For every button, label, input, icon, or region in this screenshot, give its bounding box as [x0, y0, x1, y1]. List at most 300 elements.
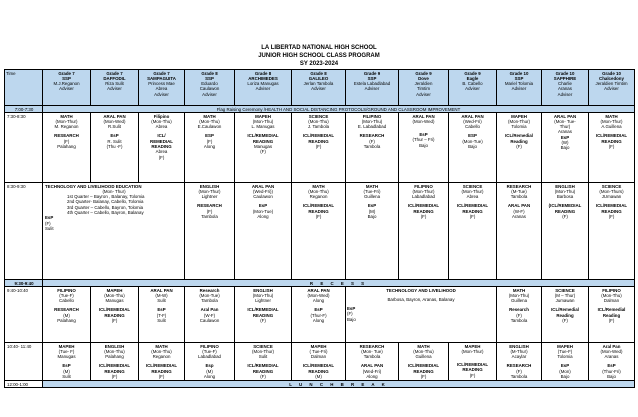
- schedule-cell: [589, 287, 635, 343]
- cell-line: Charlie: [558, 81, 572, 87]
- cell-line: (M): [63, 312, 70, 318]
- cell-line: READING: [252, 312, 274, 318]
- schedule-cell: [399, 183, 449, 280]
- schedule-cell: [91, 287, 139, 343]
- tle-esp: (F): [347, 311, 353, 317]
- cell-line: MAPEH: [557, 343, 573, 349]
- schedule-cell: [185, 113, 235, 183]
- cell-line: MATH: [312, 183, 325, 189]
- cell-line: (F): [420, 373, 427, 379]
- cell-line: (Tue-F): [59, 292, 74, 298]
- tle-esp: (F): [45, 220, 51, 226]
- cell-line: Grade 8: [254, 70, 272, 76]
- cell-line: Dalman: [310, 354, 327, 360]
- cell-line: ICL/REMEDIAL: [407, 203, 440, 209]
- cell-line: READING: [413, 208, 434, 214]
- schedule-cell: [542, 183, 589, 280]
- tle-block-2: [346, 287, 497, 343]
- cell-line: Lightner: [255, 298, 271, 304]
- cell-line: Abrea: [155, 149, 168, 155]
- cell-line: Adviser: [311, 86, 326, 92]
- cell-line: ENGLISH: [555, 183, 575, 189]
- cell-line: (Tue-F): [557, 348, 573, 354]
- cell-line: Aranas: [558, 129, 572, 135]
- cell-line: RESEARCH: [359, 133, 385, 139]
- schedule-cell: [542, 287, 589, 343]
- schedule-cell: [497, 183, 542, 280]
- cell-line: READING: [104, 368, 125, 374]
- cell-line: SCIENCE: [308, 113, 329, 119]
- school-title: LA LIBERTAD NATIONAL HIGH SCHOOL: [261, 45, 377, 51]
- cell-line: ARAL PAN: [360, 363, 384, 369]
- cell-line: Bajo: [419, 142, 428, 148]
- section-header-5: [235, 70, 292, 106]
- cell-line: Along: [257, 213, 269, 219]
- cell-line: ICL/REMEDIAL: [247, 307, 279, 313]
- cell-line: (F): [469, 372, 476, 378]
- cell-line: (Wed-Fri): [463, 118, 482, 124]
- cell-line: READING: [462, 367, 483, 373]
- schedule-cell: [542, 343, 589, 381]
- cell-line: Caulawon: [253, 194, 273, 200]
- cell-line: Palahang: [105, 354, 124, 360]
- schedule-cell: [43, 113, 91, 183]
- cell-line: ICL/REMEDIAL: [407, 363, 440, 369]
- cell-line: (Mon-Thur): [412, 188, 435, 194]
- cell-line: Loriza Manugas: [247, 81, 279, 87]
- cell-line: ICL/Remedial: [505, 133, 533, 139]
- cell-line: Esp: [205, 363, 214, 369]
- cell-line: ENGLISH: [253, 287, 273, 293]
- cell-line: ICL/Remedial: [597, 307, 626, 313]
- cell-line: ICL/REMEDIAL: [595, 203, 628, 209]
- cell-line: Reading: [510, 138, 528, 144]
- cell-line: Filipino: [153, 113, 170, 119]
- cell-line: (Mon-Thu): [308, 188, 329, 194]
- cell-line: (ICL/REMEDIAL: [548, 203, 582, 209]
- cell-line: Time: [6, 70, 16, 76]
- cell-line: Labadlabad: [198, 354, 221, 360]
- tle-esp: EsP: [45, 215, 54, 221]
- cell-line: (M): [368, 208, 376, 214]
- cell-line: Tolomia: [511, 124, 527, 130]
- cell-line: Grade 9: [363, 70, 381, 76]
- cell-line: SAPPHIRE: [553, 75, 577, 81]
- cell-line: (Thur-Fri): [602, 368, 621, 374]
- cell-line: Timtim: [416, 86, 430, 92]
- section-header-7: [346, 70, 399, 106]
- cell-line: (Mon-Thu): [361, 118, 383, 124]
- cell-line: SSP: [62, 75, 71, 81]
- cell-line: (F): [420, 213, 427, 219]
- cell-line: (Mon-Thu): [554, 188, 576, 194]
- schedule-cell: [235, 287, 292, 343]
- cell-line: (M – Thur): [554, 292, 576, 298]
- cell-line: SCIENCE: [462, 183, 483, 189]
- cell-line: Guillena: [415, 354, 432, 360]
- cell-line: Dove: [418, 75, 429, 81]
- cell-line: Grade 9: [464, 70, 481, 76]
- schedule-cell: [542, 113, 589, 183]
- cell-line: R. Sulit: [107, 138, 122, 144]
- cell-line: Caulawon: [199, 317, 220, 323]
- cell-line: EsP: [110, 133, 119, 139]
- cell-line: EsP: [560, 134, 570, 140]
- cell-line: J. Tambola: [307, 124, 330, 130]
- cell-line: MATH: [155, 343, 168, 349]
- cell-line: Acaylar: [511, 354, 527, 360]
- section-header-1: [43, 70, 91, 106]
- time-slot: 7:00-7:30: [5, 106, 43, 113]
- schedule-cell: [185, 343, 235, 381]
- cell-line: (Mon): [559, 368, 571, 374]
- schedule-cell: [589, 343, 635, 381]
- schedule-cell: [43, 287, 91, 343]
- tle-esp: Sulit: [45, 225, 54, 231]
- cell-line: ICL/REMEDIAL: [302, 363, 335, 369]
- cell-line: Sulit: [157, 298, 166, 304]
- tle-quarter: 3rd Quarter – Cabello, Bayron, Tolomia: [67, 204, 144, 210]
- schedule-cell: [43, 343, 91, 381]
- tle-quarter: 2nd Quarter- Balanay, Cabello, Tolomia: [67, 199, 144, 205]
- cell-line: (Mon-Thur): [461, 348, 484, 354]
- cell-line: (F): [469, 213, 476, 219]
- schedule-cell: [589, 183, 635, 280]
- cell-line: (Tue- F): [58, 348, 75, 354]
- cell-line: (Tue-F): [202, 348, 217, 354]
- cell-line: E. Labadlabad: [357, 124, 387, 130]
- cell-line: Tambola: [363, 143, 381, 149]
- cell-line: (M): [315, 373, 322, 379]
- cell-line: (F): [315, 143, 322, 149]
- cell-line: Guillena: [510, 298, 528, 304]
- tle-teachers: Barbosa, Bayron, Aranas, Balanay: [387, 296, 455, 302]
- cell-line: (Mon-Thu): [508, 292, 530, 298]
- cell-line: (F): [516, 368, 522, 374]
- cell-line: (Wed-Fri)): [253, 188, 273, 194]
- cell-line: Bajo: [560, 373, 570, 379]
- cell-line: (F): [608, 143, 615, 149]
- cell-line: ARAL PAN: [553, 113, 577, 119]
- cell-line: Adviser: [154, 91, 169, 97]
- cell-line: MAPEH: [255, 113, 271, 119]
- cell-line: MAPEH: [464, 343, 481, 349]
- cell-line: JUmawan: [601, 194, 622, 200]
- schedule-cell: [91, 113, 139, 183]
- cell-line: ARAL PAN: [251, 183, 275, 189]
- cell-line: Grade 8: [310, 70, 327, 76]
- cell-line: (Mon-Thur): [252, 348, 274, 354]
- cell-line: ENGLISH: [199, 183, 220, 189]
- cell-line: (Mon-Thu): [151, 348, 172, 354]
- schedule-cell: [91, 343, 139, 381]
- schedule-cell: [235, 343, 292, 381]
- cell-line: SCIENCE: [601, 183, 622, 189]
- cell-line: SCIENCE: [253, 343, 273, 349]
- cell-line: ICL/REMEDIAL: [247, 133, 279, 139]
- cell-line: ENGLISH: [509, 343, 529, 349]
- cell-line: ICL/Remedial: [551, 307, 579, 313]
- schedule-cell: [292, 343, 346, 381]
- schedule-cell: [449, 343, 497, 381]
- cell-line: (Mon-Wed): [412, 118, 435, 124]
- cell-line: ICL/REMEDIAL: [302, 203, 335, 209]
- cell-line: Riza Sulit: [105, 81, 124, 87]
- cell-line: (M-W): [155, 292, 168, 298]
- cell-line: (Mon-Thur): [198, 188, 221, 194]
- cell-line: Adviser: [255, 86, 271, 92]
- cell-line: Bajo: [607, 373, 616, 379]
- cell-line: ARAL PAN: [412, 113, 435, 119]
- tle-title: TECHNOLOGY AND LIVELIHOOD: [386, 287, 456, 293]
- cell-line: READING: [151, 143, 172, 149]
- cell-line: ICL/REMEDIAL: [456, 362, 489, 368]
- cell-line: (Thur – Fri): [412, 137, 435, 143]
- cell-line: (W-F): [513, 208, 525, 214]
- cell-line: MAPEH: [58, 343, 75, 349]
- cell-line: Tolomia: [557, 354, 573, 360]
- cell-line: Adviser: [465, 86, 480, 92]
- cell-line: M.J.Reganon: [53, 81, 80, 87]
- cell-line: (Mon-Tue): [199, 292, 220, 298]
- cell-line: RESEARCH: [359, 343, 385, 349]
- cell-line: R.Sulit: [108, 124, 121, 130]
- cell-line: (M): [63, 368, 70, 374]
- cell-line: READING: [252, 368, 274, 374]
- cell-line: (Mon-Thurs): [599, 188, 624, 194]
- cell-line: ICL/REMEDIAL: [247, 363, 279, 369]
- schedule-cell: [449, 183, 497, 280]
- cell-line: Princess Mae: [148, 81, 175, 87]
- schedule-cell: [292, 183, 346, 280]
- cell-line: (F): [260, 317, 266, 323]
- cell-line: Jumawan: [555, 298, 575, 304]
- cell-line: (Mon-Thur): [55, 118, 78, 124]
- cell-line: Bajo: [468, 143, 477, 149]
- cell-line: FILIPINO: [602, 287, 621, 293]
- cell-line: MATH: [417, 343, 430, 349]
- cell-line: GALILEO: [308, 75, 329, 81]
- schedule-cell: [185, 183, 235, 280]
- cell-line: (Mon-Thu): [413, 348, 434, 354]
- cell-line: (M-Thur): [510, 348, 528, 354]
- section-header-3: [139, 70, 185, 106]
- cell-line: Bajo: [367, 213, 377, 219]
- cell-line: (F): [562, 213, 568, 219]
- schedule-cell: [292, 287, 346, 343]
- tle-block: [43, 183, 185, 280]
- cell-line: MATH: [60, 113, 73, 119]
- cell-line: ( Tue-Fri): [309, 348, 328, 354]
- cell-line: ICL/REMEDIAL: [145, 363, 178, 369]
- cell-line: Jeraldien: [414, 81, 433, 87]
- cell-line: Reading: [602, 312, 621, 318]
- cell-line: (F): [158, 154, 165, 160]
- cell-line: READING: [252, 138, 274, 144]
- cell-line: Thur): [559, 124, 571, 130]
- class-program-table: [4, 69, 635, 388]
- school-year: SY 2023-2024: [299, 61, 339, 67]
- cell-line: READING: [554, 208, 576, 214]
- cell-line: Aral Pan: [602, 343, 621, 349]
- time-slot: 10:40- 11:40: [5, 343, 43, 381]
- cell-line: (Thur-F): [310, 312, 327, 318]
- cell-line: (Tue-Fri): [363, 188, 381, 194]
- cell-line: Chalcedony: [599, 75, 624, 81]
- cell-line: ICL/REMEDIAL: [98, 307, 131, 313]
- cell-line: EsP: [419, 132, 428, 138]
- cell-line: (F): [369, 138, 375, 144]
- cell-line: Grade 10: [555, 70, 575, 76]
- cell-line: Abrea: [466, 194, 479, 200]
- cell-line: (F): [206, 208, 213, 214]
- cell-line: ICL/REMEDIAL: [98, 363, 131, 369]
- cell-line: Palahang: [57, 317, 76, 323]
- cell-line: (Mon-Thu): [199, 118, 220, 124]
- cell-line: (W-F): [203, 312, 216, 318]
- cell-line: Reganon: [152, 354, 171, 360]
- tle-quarter: 1st Quarter – Bayron , Balanay, Tolomia: [67, 194, 145, 200]
- cell-line: (Mon-Wed): [103, 118, 126, 124]
- cell-line: RESEARCH: [54, 307, 79, 313]
- cell-line: Manugas: [57, 354, 76, 360]
- tle-esp: Bajo: [347, 316, 356, 322]
- time-slot: 8:30-9:30: [5, 183, 43, 280]
- cell-line: (Mon-Thu): [252, 118, 274, 124]
- tle-title: TECHNOLOGY AND LIVELIHOOD EDUCATION: [45, 183, 142, 189]
- cell-line: (T-F): [156, 312, 167, 318]
- recess-band: R E C E S S: [43, 280, 635, 287]
- cell-line: ESP: [468, 133, 477, 139]
- cell-line: MATH: [365, 183, 379, 189]
- cell-line: REMEDIAL: [150, 138, 173, 144]
- cell-line: Caulawon: [199, 86, 220, 92]
- cell-line: Barbosa: [556, 194, 574, 200]
- section-header-11: [542, 70, 589, 106]
- cell-line: Cabello: [59, 298, 74, 304]
- cell-line: Grade 7: [153, 70, 170, 76]
- cell-line: (F): [111, 373, 118, 379]
- tle-esp: EsP: [347, 306, 356, 312]
- cell-line: Manugas: [105, 298, 124, 304]
- time-slot: 9:30-9:40: [5, 280, 43, 287]
- schedule-cell: [449, 113, 497, 183]
- cell-line: ICL/: [157, 133, 166, 139]
- cell-line: Tambola: [201, 213, 218, 219]
- cell-line: (F): [260, 149, 266, 155]
- cell-line: ARAL PAN: [150, 287, 173, 293]
- schedule-cell: [399, 113, 449, 183]
- cell-line: MAPEH: [511, 113, 527, 119]
- cell-line: (Mon-Thur): [461, 188, 484, 194]
- schedule-cell: [292, 113, 346, 183]
- section-header-12: [589, 70, 635, 106]
- cell-line: Tambola: [201, 298, 218, 304]
- cell-line: (Mon- Tue-: [554, 118, 576, 124]
- schedule-cell: [346, 183, 399, 280]
- cell-line: MAPEH: [310, 343, 327, 349]
- cell-line: Aral Pan: [200, 307, 219, 313]
- cell-line: FILIPINO: [414, 183, 433, 189]
- cell-line: M. Reganon: [54, 124, 79, 130]
- cell-line: EsP: [607, 363, 616, 369]
- cell-line: Palahang: [57, 143, 76, 149]
- cell-line: Abrea: [155, 86, 168, 92]
- cell-line: Labadlabad: [412, 194, 435, 200]
- section-header-4: [185, 70, 235, 106]
- schedule-cell: [346, 343, 399, 381]
- time-slot: 12:00-1:00: [5, 381, 43, 388]
- cell-line: Along: [312, 298, 325, 304]
- schedule-cell: [235, 183, 292, 280]
- time-slot: 7:30-8:30: [5, 113, 43, 183]
- tle-quarter: 4th Quarter – Cabello, Bayron, Balanay: [67, 209, 144, 215]
- cell-line: SSP: [514, 75, 524, 81]
- cell-line: (F): [608, 317, 615, 323]
- cell-line: Cabello: [465, 124, 480, 130]
- cell-line: Aranas: [512, 213, 526, 219]
- cell-line: (M): [206, 368, 213, 374]
- cell-line: EsP: [560, 363, 570, 369]
- cell-line: Aranas: [558, 86, 572, 92]
- cell-line: ICL/REMEDIAL: [456, 203, 489, 209]
- cell-line: Along: [203, 143, 216, 149]
- section-header-6: [292, 70, 346, 106]
- cell-line: ARAL PAN: [307, 287, 330, 293]
- cell-line: Grade 10: [509, 70, 529, 76]
- schedule-cell: [497, 113, 542, 183]
- cell-line: FILIPINO: [200, 343, 219, 349]
- section-header-8: [399, 70, 449, 106]
- cell-line: Adviser: [202, 91, 217, 97]
- cell-line: Tambola: [510, 194, 528, 200]
- cell-line: (Mon-Thu): [252, 292, 274, 298]
- flag-ceremony-band: Flag Raising Ceremony /HEALTH AND SOCIAL DISTANCING PROTOCOLS/GROUND AND CLASSROOM IMPROVEMENT: [43, 106, 635, 113]
- cell-line: Along: [366, 373, 378, 379]
- cell-line: ARCHIMEDES: [248, 75, 278, 81]
- cell-line: SSP: [367, 75, 377, 81]
- section-header-2: [91, 70, 139, 106]
- time-slot: 9:40-10:40: [5, 287, 43, 343]
- cell-line: Grade 7: [106, 70, 123, 76]
- cell-line: Research: [199, 287, 220, 293]
- cell-line: Adviser: [416, 91, 431, 97]
- cell-line: Eagle: [466, 75, 479, 81]
- schedule-cell: [346, 113, 399, 183]
- cell-line: ICL/REMEDIAL: [302, 133, 335, 139]
- cell-line: (F): [63, 138, 70, 144]
- section-header-9: [449, 70, 497, 106]
- cell-line: READING: [462, 208, 483, 214]
- cell-line: Tambola: [363, 354, 381, 360]
- cell-line: (F): [111, 317, 118, 323]
- schedule-cell: [497, 343, 542, 381]
- cell-line: ARAL PAN: [507, 203, 531, 209]
- cell-line: RESEARCH: [54, 133, 79, 139]
- cell-line: Adviser: [364, 86, 380, 92]
- cell-line: MATH: [203, 113, 216, 119]
- cell-line: Grade 9: [415, 70, 432, 76]
- cell-line: A.Guillena: [601, 124, 622, 130]
- cell-line: (Mon-Thu): [104, 348, 125, 354]
- schedule-cell: [185, 287, 235, 343]
- cell-line: MAPEH: [106, 287, 123, 293]
- cell-line: (F): [516, 143, 522, 149]
- cell-line: Sulit: [258, 354, 268, 360]
- cell-line: (Mon-Thur): [600, 118, 623, 124]
- cell-line: READING: [151, 368, 172, 374]
- cell-line: (Thu -F): [106, 143, 123, 149]
